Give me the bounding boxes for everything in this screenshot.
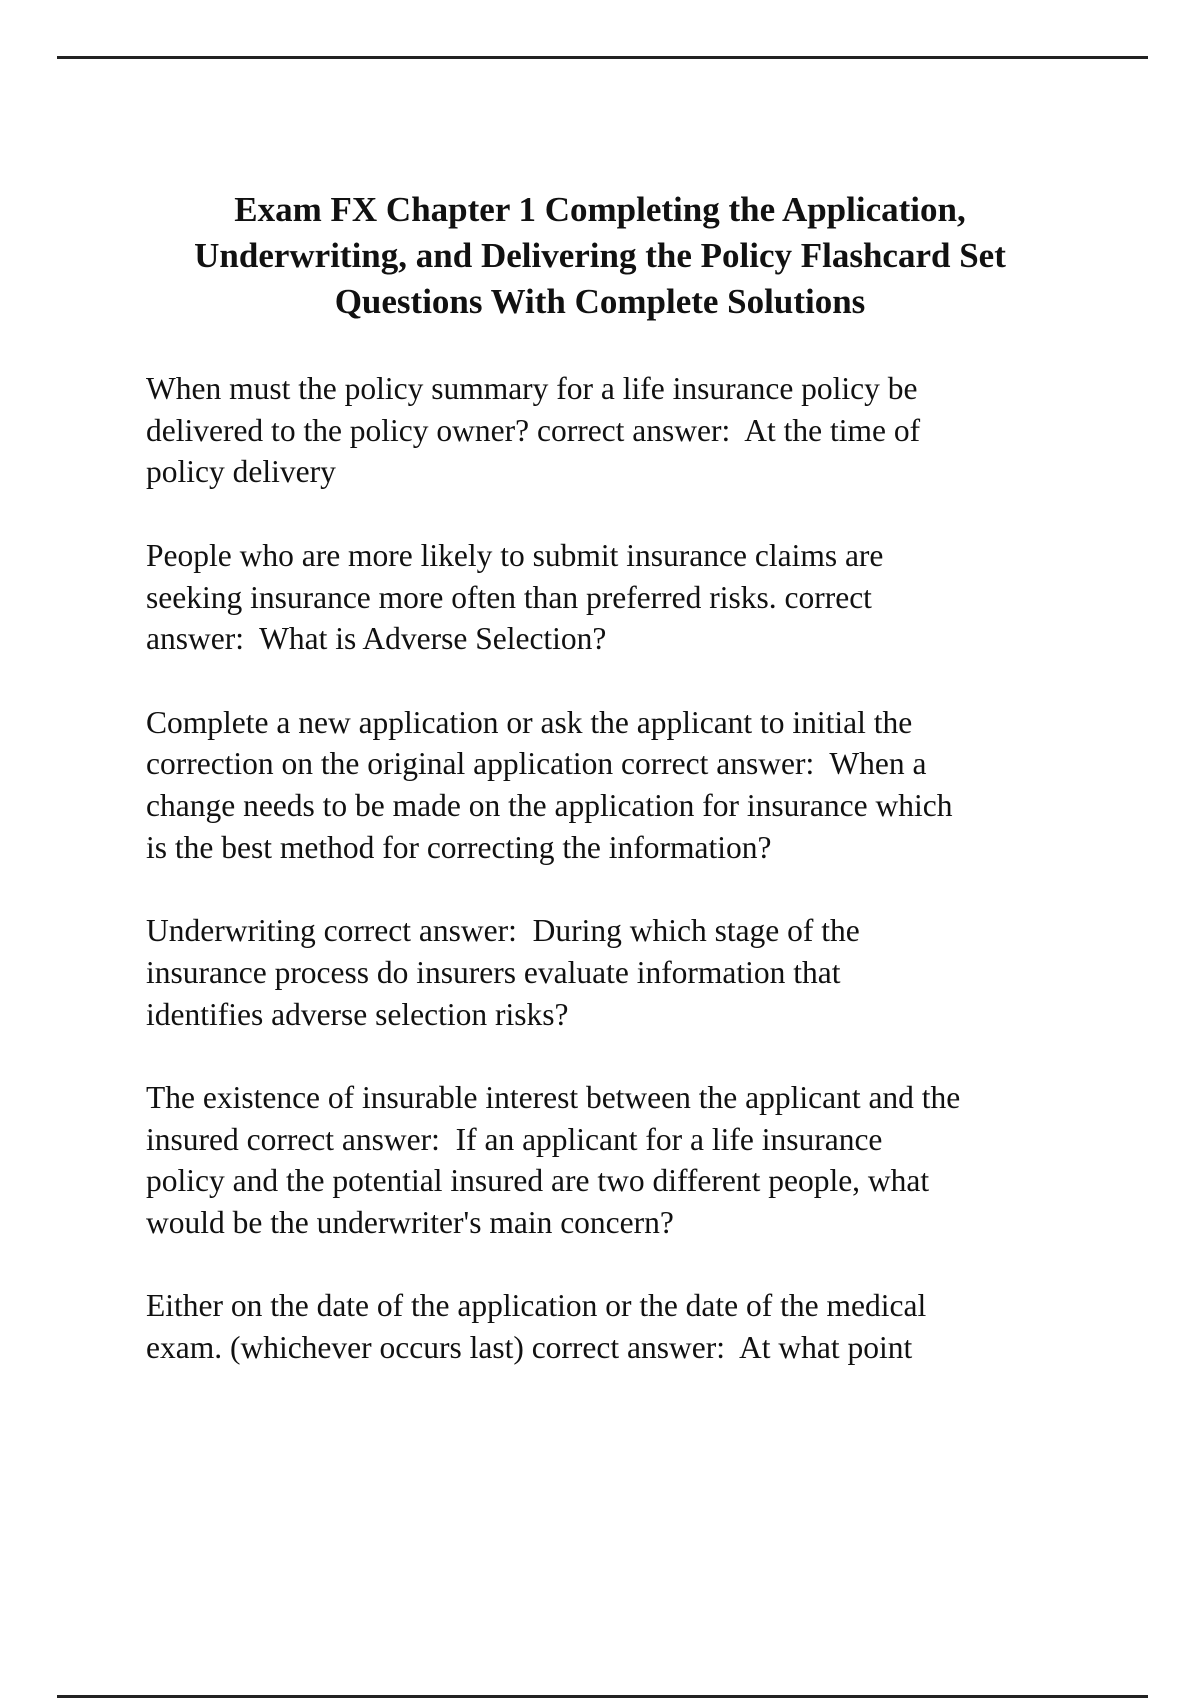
document-title bbox=[60, 187, 1140, 325]
flashcard-item bbox=[146, 1077, 1146, 1244]
flashcard-list bbox=[146, 368, 1146, 1410]
flashcard-item bbox=[146, 910, 1146, 1035]
flashcard-line: Complete a new application or ask the applicant to initial the bbox=[146, 704, 913, 740]
flashcard-line: answer: What is Adverse Selection? bbox=[146, 621, 607, 657]
flashcard-item bbox=[146, 702, 1146, 869]
flashcard-line: change needs to be made on the application for insurance which bbox=[146, 788, 953, 823]
footer-rule bbox=[57, 1695, 1148, 1698]
header-rule bbox=[57, 56, 1148, 59]
flashcard-line: identifies adverse selection risks? bbox=[146, 996, 569, 1032]
flashcard-line: policy and the potential insured are two different people, what bbox=[146, 1163, 930, 1199]
flashcard-line: The existence of insurable interest between the applicant and the bbox=[146, 1079, 961, 1115]
flashcard-item bbox=[146, 368, 1146, 493]
flashcard-item bbox=[146, 1285, 1146, 1368]
title-line: Exam FX Chapter 1 Completing the Application, bbox=[234, 190, 966, 229]
flashcard-line: policy delivery bbox=[146, 454, 336, 490]
flashcard-line: exam. (whichever occurs last) correct answer: At what point bbox=[146, 1330, 913, 1366]
flashcard-line: is the best method for correcting the information? bbox=[146, 829, 772, 865]
flashcard-line: delivered to the policy owner? correct answer: At the time of bbox=[146, 412, 921, 448]
title-line: Questions With Complete Solutions bbox=[334, 282, 866, 321]
flashcard-line: correction on the original application correct answer: When a bbox=[146, 746, 927, 782]
flashcard-line: Underwriting correct answer: During which stage of the bbox=[146, 913, 860, 949]
flashcard-line: insurance process do insurers evaluate information that bbox=[146, 954, 841, 990]
flashcard-line: Either on the date of the application or the date of the medical bbox=[146, 1288, 927, 1324]
flashcard-line: insured correct answer: If an applicant for a life insurance bbox=[146, 1121, 883, 1157]
flashcard-line: would be the underwriter's main concern? bbox=[146, 1205, 674, 1240]
flashcard-line: When must the policy summary for a life insurance policy be bbox=[146, 371, 918, 406]
flashcard-line: People who are more likely to submit insurance claims are bbox=[146, 537, 884, 573]
flashcard-item bbox=[146, 535, 1146, 660]
flashcard-line: seeking insurance more often than preferred risks. correct bbox=[146, 579, 872, 615]
title-line: Underwriting, and Delivering the Policy Flashcard Set bbox=[194, 236, 1006, 275]
